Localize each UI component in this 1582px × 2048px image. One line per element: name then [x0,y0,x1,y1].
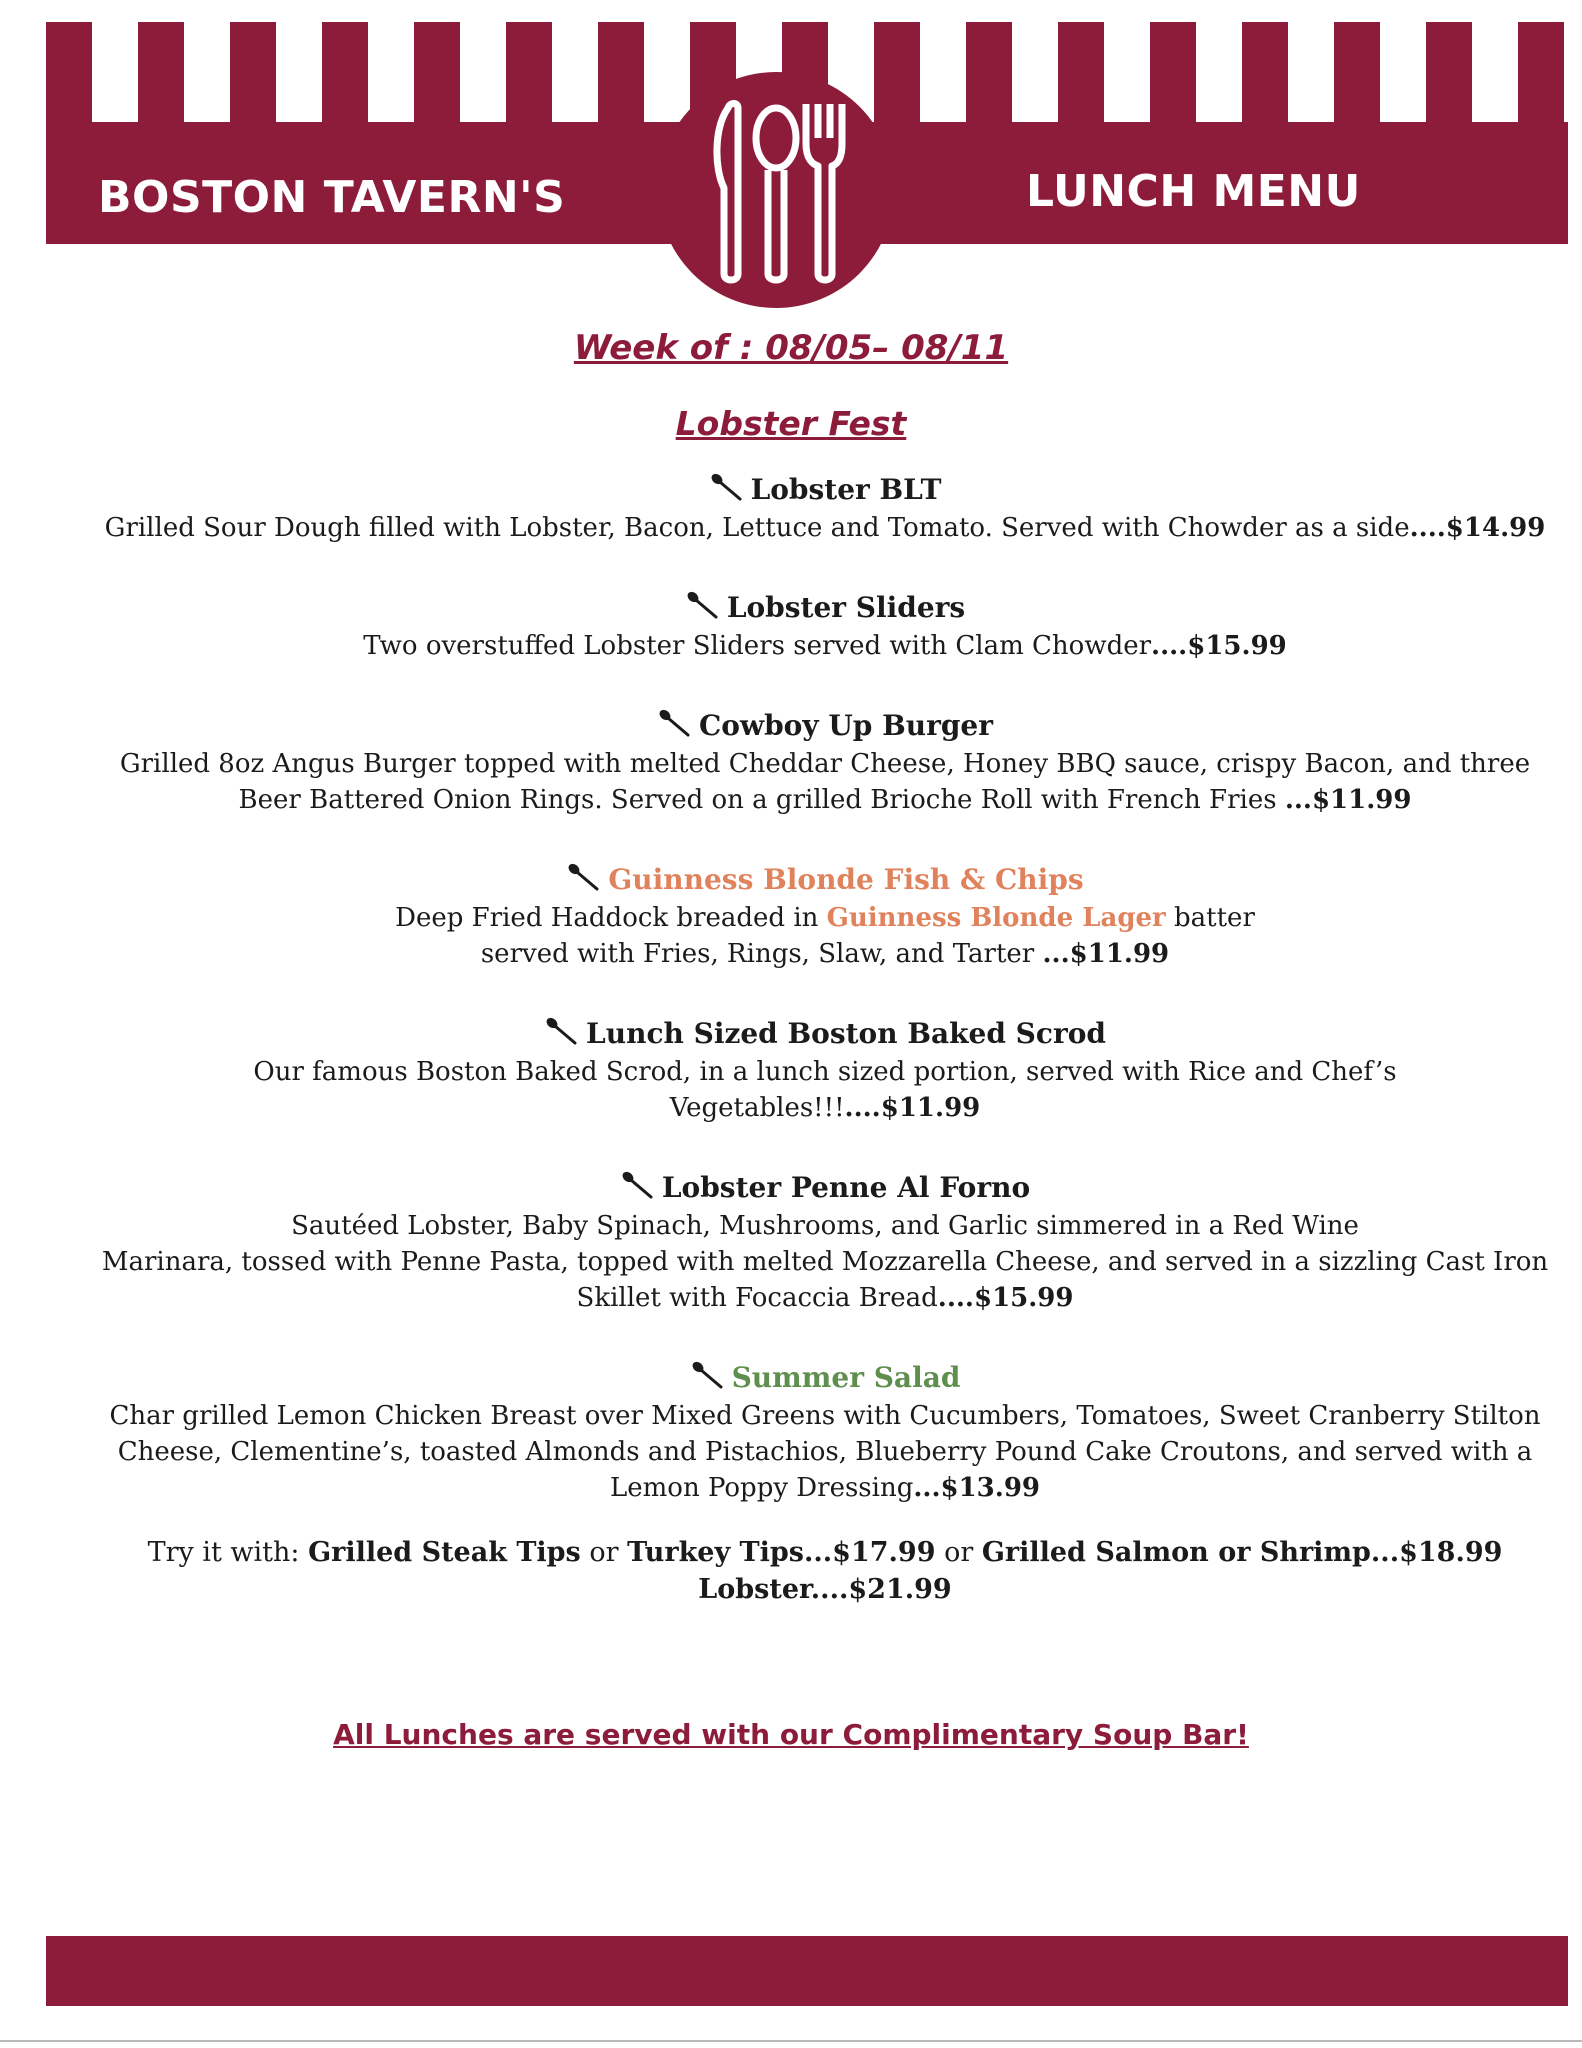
spoon-icon [690,1360,724,1390]
item-price: ...$13.99 [913,1473,1041,1503]
add-protein-options [100,1534,1550,1608]
page-bottom-edge [0,2040,1582,2042]
item-description: batter [1165,903,1255,933]
addon-or: or [580,1537,628,1568]
item-title: Guinness Blonde Fish & Chips [608,863,1084,896]
menu-item [100,1014,1550,1126]
item-title: Cowboy Up Burger [699,709,993,742]
spoon-icon [709,472,743,502]
item-title: Lobster BLT [750,473,942,506]
item-description: Deep Fried Haddock breaded in [395,903,827,933]
addon-prefix: Try it with: [147,1537,309,1568]
header-banner [46,22,1568,244]
menu-item [100,1358,1550,1506]
restaurant-name: BOSTON TAVERN'S [98,172,566,223]
menu-item [100,470,1550,546]
spoon-icon [544,1016,578,1046]
addon-option: Turkey Tips...$17.99 [627,1537,936,1568]
item-title: Lunch Sized Boston Baked Scrod [586,1017,1106,1050]
addon-option: Lobster....$21.99 [698,1574,952,1605]
addon-or: or [935,1537,982,1568]
item-description: Two overstuffed Lobster Sliders served with Clam Chowder [363,631,1152,661]
menu-title: LUNCH MENU [1026,166,1361,217]
item-title: Lobster Sliders [726,591,966,624]
addon-option: Grilled Salmon or Shrimp...$18.99 [981,1537,1503,1568]
item-price: ....$14.99 [1409,513,1546,543]
spoon-icon [620,1170,654,1200]
menu-item [100,1168,1550,1316]
item-price: ....$15.99 [937,1283,1074,1313]
spoon-icon [566,862,600,892]
item-title: Summer Salad [731,1361,961,1394]
item-description-highlight: Guinness Blonde Lager [826,903,1166,933]
item-price: ....$15.99 [1151,631,1287,661]
spoon-icon [657,708,691,738]
menu-item [100,860,1550,972]
item-description: Grilled Sour Dough filled with Lobster, Bacon, Lettuce and Tomato. Served with Chowder as a side [104,513,1410,543]
item-price: ...$11.99 [1042,939,1170,969]
item-description: Our famous Boston Baked Scrod, in a lunch sized portion, served with Rice and Chef’s Vegetables!!! [253,1057,1397,1123]
item-description: served with Fries, Rings, Slaw, and Tarter [480,939,1043,969]
week-of-dates: Week of : 08/05– 08/11 [573,328,1009,368]
spoon-icon [685,590,719,620]
section-title: Lobster Fest [675,404,907,443]
footer-band [46,1936,1568,2006]
item-description: Sautéed Lobster, Baby Spinach, Mushrooms, and Garlic simmered in a Red Wine [291,1211,1359,1241]
menu-item [100,588,1550,664]
item-description: Grilled 8oz Angus Burger topped with melted Cheddar Cheese, Honey BBQ sauce, crispy Bacon, and three Beer Battered Onion Rings. Served on a grilled Brioche Roll with French Fries [119,749,1531,815]
item-price: ....$11.99 [844,1093,981,1123]
item-price: ...$11.99 [1284,785,1412,815]
menu-item [100,706,1550,818]
soup-bar-note: All Lunches are served with our Complimentary Soup Bar! [333,1718,1249,1751]
item-description: Marinara, tossed with Penne Pasta, topped with melted Mozzarella Cheese, and served in a sizzling Cast Iron Skillet with Focaccia Bread [101,1247,1549,1313]
menu-items [100,470,1550,1608]
addon-option: Grilled Steak Tips [308,1537,581,1568]
item-title: Lobster Penne Al Forno [661,1171,1031,1204]
item-description: Char grilled Lemon Chicken Breast over Mixed Greens with Cucumbers, Tomatoes, Sweet Cranberry Stilton Cheese, Clementine’s, toasted Almonds and Pistachios, Blueberry Pound Cake Croutons, and served with a Lemon Poppy Dressing [109,1401,1541,1503]
utensils-icon [706,98,846,288]
